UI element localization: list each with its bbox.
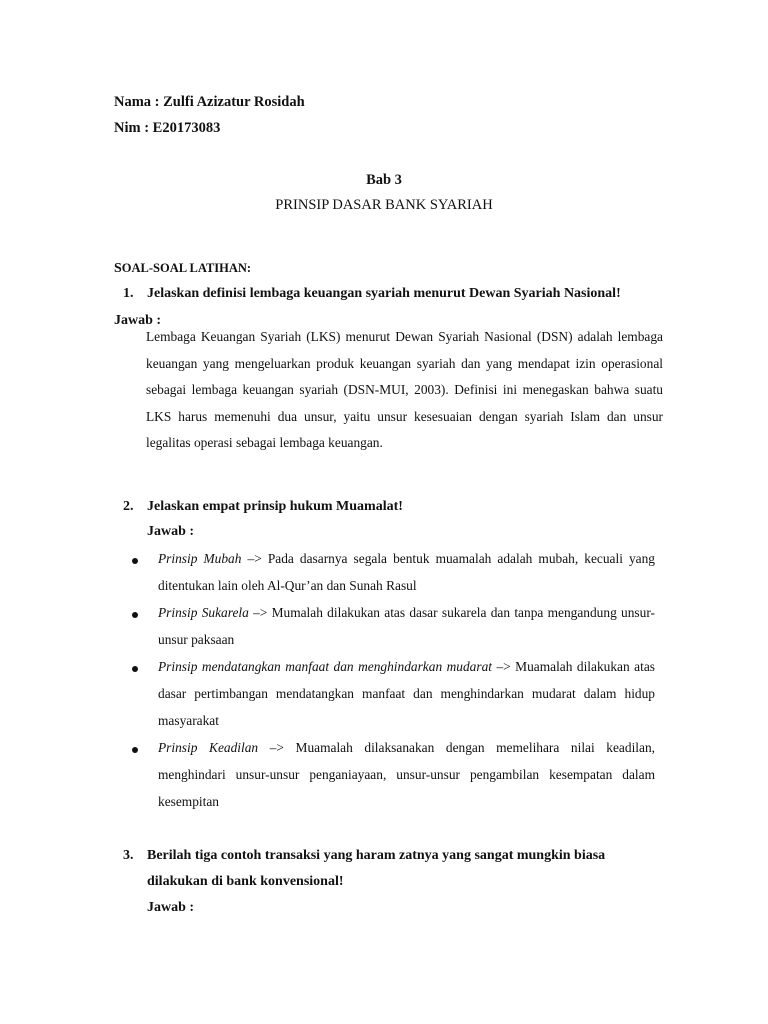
bullet-text: Muamalah dilaksanakan dengan memelihara nilai keadilan, menghindari unsur-unsur penganiayaan, unsur-unsur pengambilan kesempatan dalam kesempitan (158, 740, 655, 809)
answer-1-text: Lembaga Keuangan Syariah (LKS) menurut Dewan Syariah Nasional (DSN) adalah lembaga keuangan yang mengeluarkan produk keuangan syariah dan yang mendapat izin operasional sebagai lembaga keuangan syariah (DSN-MUI, 2003). Definisi ini menegaskan bahwa suatu LKS harus memenuhi dua unsur, yaitu unsur kesesuaian dengan syariah Islam dan unsur legalitas operasi sebagai lembaga keuangan. (146, 329, 663, 450)
section-heading-rest: OAL-SOAL LATIHAN: (121, 261, 252, 275)
bullet-text: Pada dasarnya segala bentuk muamalah adalah mubah, kecuali yang ditentukan lain oleh Al-Qur’an dan Sunah Rasul (158, 551, 656, 593)
answer-3-label: Jawab : (147, 900, 195, 915)
question-1 (123, 286, 621, 302)
section-heading-initial: S (114, 261, 122, 276)
answer-1-label: Jawab : (114, 313, 162, 328)
bullet-text: Muamalah dilakukan atas dasar pertimbangan mendatangkan manfaat dan menghindarkan mudarat dalam hidup masyarakat (158, 659, 655, 728)
bullet-dot (132, 558, 138, 564)
answer-2-label: Jawab : (147, 524, 195, 539)
question-2 (123, 499, 403, 515)
bullet-arrow: –> (241, 551, 268, 566)
chapter-heading: PRINSIP DASAR BANK SYARIAH (275, 197, 493, 213)
question-1-number: 1. (123, 286, 134, 301)
question-2-text: Jelaskan empat prinsip hukum Muamalat! (147, 499, 403, 514)
student-nim: Nim : E20173083 (114, 120, 221, 136)
bullet-arrow: –> (248, 605, 272, 620)
bullet-item-mubah (158, 545, 655, 599)
bullet-text: Mumalah dilakukan atas dasar sukarela dan tanpa mengandung unsur-unsur paksaan (158, 605, 655, 647)
bullet-term: Prinsip Mubah (158, 551, 242, 566)
chapter-label: Bab 3 (366, 172, 402, 188)
question-3-number: 3. (123, 848, 134, 863)
question-3-text-line1: Berilah tiga contoh transaksi yang haram zatnya yang sangat mungkin biasa (147, 848, 606, 863)
bullet-term: Prinsip Keadilan (158, 740, 259, 755)
question-3-text-line2: dilakukan di bank konvensional! (147, 874, 344, 889)
bullet-term: Prinsip Sukarela (158, 605, 249, 620)
section-heading (114, 261, 251, 277)
bullet-arrow: –> (492, 659, 516, 674)
bullet-item-keadilan (158, 734, 655, 815)
bullet-dot (132, 747, 138, 753)
bullet-term: Prinsip mendatangkan manfaat dan menghindarkan mudarat (158, 659, 492, 674)
bullet-arrow: –> (258, 740, 296, 755)
bullet-item-sukarela (158, 599, 655, 653)
question-1-text: Jelaskan definisi lembaga keuangan syariah menurut Dewan Syariah Nasional! (147, 286, 621, 301)
question-2-number: 2. (123, 499, 134, 514)
question-3 (123, 848, 605, 864)
bullet-item-manfaat (158, 653, 655, 734)
bullet-dot (132, 666, 138, 672)
bullet-dot (132, 612, 138, 618)
student-name: Nama : Zulfi Azizatur Rosidah (114, 94, 305, 110)
